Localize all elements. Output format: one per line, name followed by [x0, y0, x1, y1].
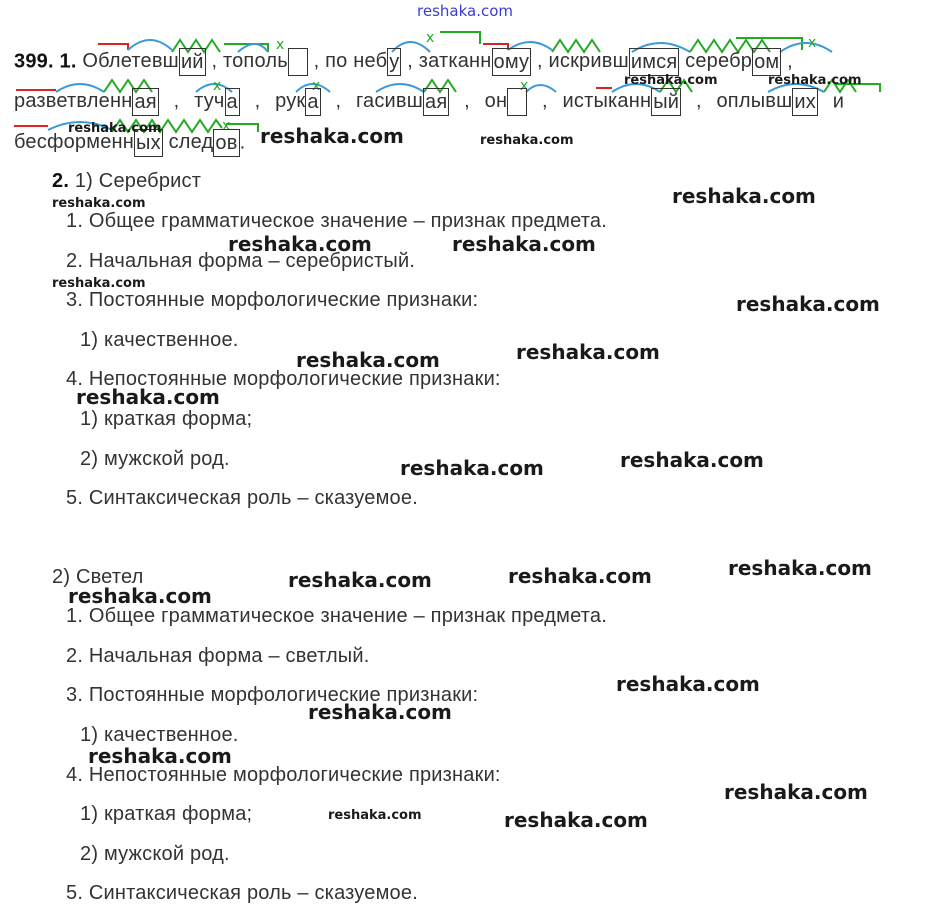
watermark: reshaka.com	[624, 73, 718, 88]
ending-box: их	[792, 88, 818, 116]
sentence-line-1	[14, 48, 793, 76]
analysis-item: 4. Непостоянные морфологические признаки:	[66, 368, 501, 390]
watermark-top: reshaka.com	[417, 2, 513, 20]
analysis-subitem: 1) качественное.	[80, 724, 239, 746]
watermark: reshaka.com	[88, 744, 232, 768]
word: , оплывш их	[696, 90, 818, 112]
word: , он	[464, 90, 527, 112]
ending-box: ых	[134, 129, 163, 157]
word: , туч а	[174, 90, 240, 112]
section-1-heading	[52, 170, 201, 193]
word: бесформенн ых	[14, 131, 163, 153]
analysis-item: 2. Начальная форма – серебристый.	[66, 250, 416, 272]
watermark: reshaka.com	[228, 232, 372, 256]
x-mark: x	[426, 30, 435, 46]
watermark: reshaka.com	[400, 456, 544, 480]
watermark: reshaka.com	[260, 124, 404, 148]
word: , рук а	[255, 90, 321, 112]
x-mark: x	[520, 78, 529, 94]
analysis-subitem: 1) краткая форма;	[80, 803, 253, 825]
analysis-item: 4. Непостоянные морфологические признаки:	[66, 764, 501, 786]
watermark: reshaka.com	[504, 808, 648, 832]
word: серебр ом	[679, 50, 781, 72]
ending-box: ая	[132, 88, 158, 116]
part-2-number: 2.	[52, 170, 70, 192]
watermark: reshaka.com	[328, 808, 422, 823]
word: , затканн ому	[407, 50, 531, 72]
watermark: reshaka.com	[308, 700, 452, 724]
watermark: reshaka.com	[508, 564, 652, 588]
word: , по неб у	[314, 50, 402, 72]
word: и	[832, 90, 845, 113]
x-mark: x	[213, 78, 222, 94]
word: , истыканн ый	[542, 90, 681, 112]
word: , тополь	[211, 50, 307, 72]
watermark: reshaka.com	[724, 780, 868, 804]
exercise-number: 399.	[14, 50, 54, 73]
ending-box: ому	[492, 48, 532, 76]
word: , искривш имся	[537, 50, 679, 72]
watermark: reshaka.com	[768, 73, 862, 88]
watermark: reshaka.com	[52, 276, 146, 291]
watermark: reshaka.com	[52, 196, 146, 211]
heading-text: 1) Серебрист	[74, 170, 202, 192]
ending-box: ом	[752, 48, 781, 76]
watermark: reshaka.com	[68, 584, 212, 608]
watermark: reshaka.com	[296, 348, 440, 372]
ending-box: ов	[213, 129, 239, 157]
sentence-line-2	[14, 88, 844, 116]
ending-box: а	[305, 88, 320, 116]
ending-box: ая	[423, 88, 449, 116]
analysis-item: 3. Постоянные морфологические признаки:	[66, 684, 479, 706]
analysis-item: 3. Постоянные морфологические признаки:	[66, 289, 479, 311]
watermark: reshaka.com	[736, 292, 880, 316]
ending-box: у	[387, 48, 401, 76]
section-2-heading: 2) Светел	[52, 566, 144, 588]
analysis-subitem: 1) краткая форма;	[80, 408, 253, 430]
x-mark: x	[222, 118, 231, 134]
watermark: reshaka.com	[480, 133, 574, 148]
watermark: reshaka.com	[672, 184, 816, 208]
suffix-mark	[440, 32, 480, 44]
watermark: reshaka.com	[288, 568, 432, 592]
ending-box: имся	[629, 48, 680, 76]
analysis-subitem: 2) мужской род.	[80, 448, 230, 470]
watermark: reshaka.com	[452, 232, 596, 256]
watermark: reshaka.com	[76, 385, 220, 409]
ending-box	[288, 48, 308, 76]
ending-box	[507, 88, 527, 116]
word: Облетевш ий	[82, 50, 205, 72]
watermark: reshaka.com	[620, 448, 764, 472]
analysis-item: 1. Общее грамматическое значение – признак предмета.	[66, 210, 607, 232]
analysis-item: 5. Синтаксическая роль – сказуемое.	[66, 882, 418, 904]
punct: .	[239, 131, 246, 154]
watermark: reshaka.com	[68, 121, 162, 136]
analysis-item: 2. Начальная форма – светлый.	[66, 645, 370, 667]
x-mark: x	[312, 78, 321, 94]
x-mark: x	[276, 37, 285, 53]
analysis-subitem: 2) мужской род.	[80, 843, 230, 865]
watermark: reshaka.com	[728, 556, 872, 580]
word: , гасивш ая	[335, 90, 449, 112]
watermark: reshaka.com	[616, 672, 760, 696]
analysis-item: 1. Общее грамматическое значение – признак предмета.	[66, 605, 607, 627]
ending-box: ий	[179, 48, 206, 76]
word: разветвленн ая	[14, 90, 159, 112]
ending-box: ый	[651, 88, 681, 116]
watermark: reshaka.com	[516, 340, 660, 364]
ending-box: а	[225, 88, 240, 116]
analysis-item: 5. Синтаксическая роль – сказуемое.	[66, 487, 418, 509]
x-mark: x	[808, 35, 817, 51]
analysis-subitem: 1) качественное.	[80, 329, 239, 351]
word: след ов	[163, 131, 240, 153]
part-1-number: 1.	[59, 50, 77, 73]
punct: ,	[787, 50, 793, 73]
